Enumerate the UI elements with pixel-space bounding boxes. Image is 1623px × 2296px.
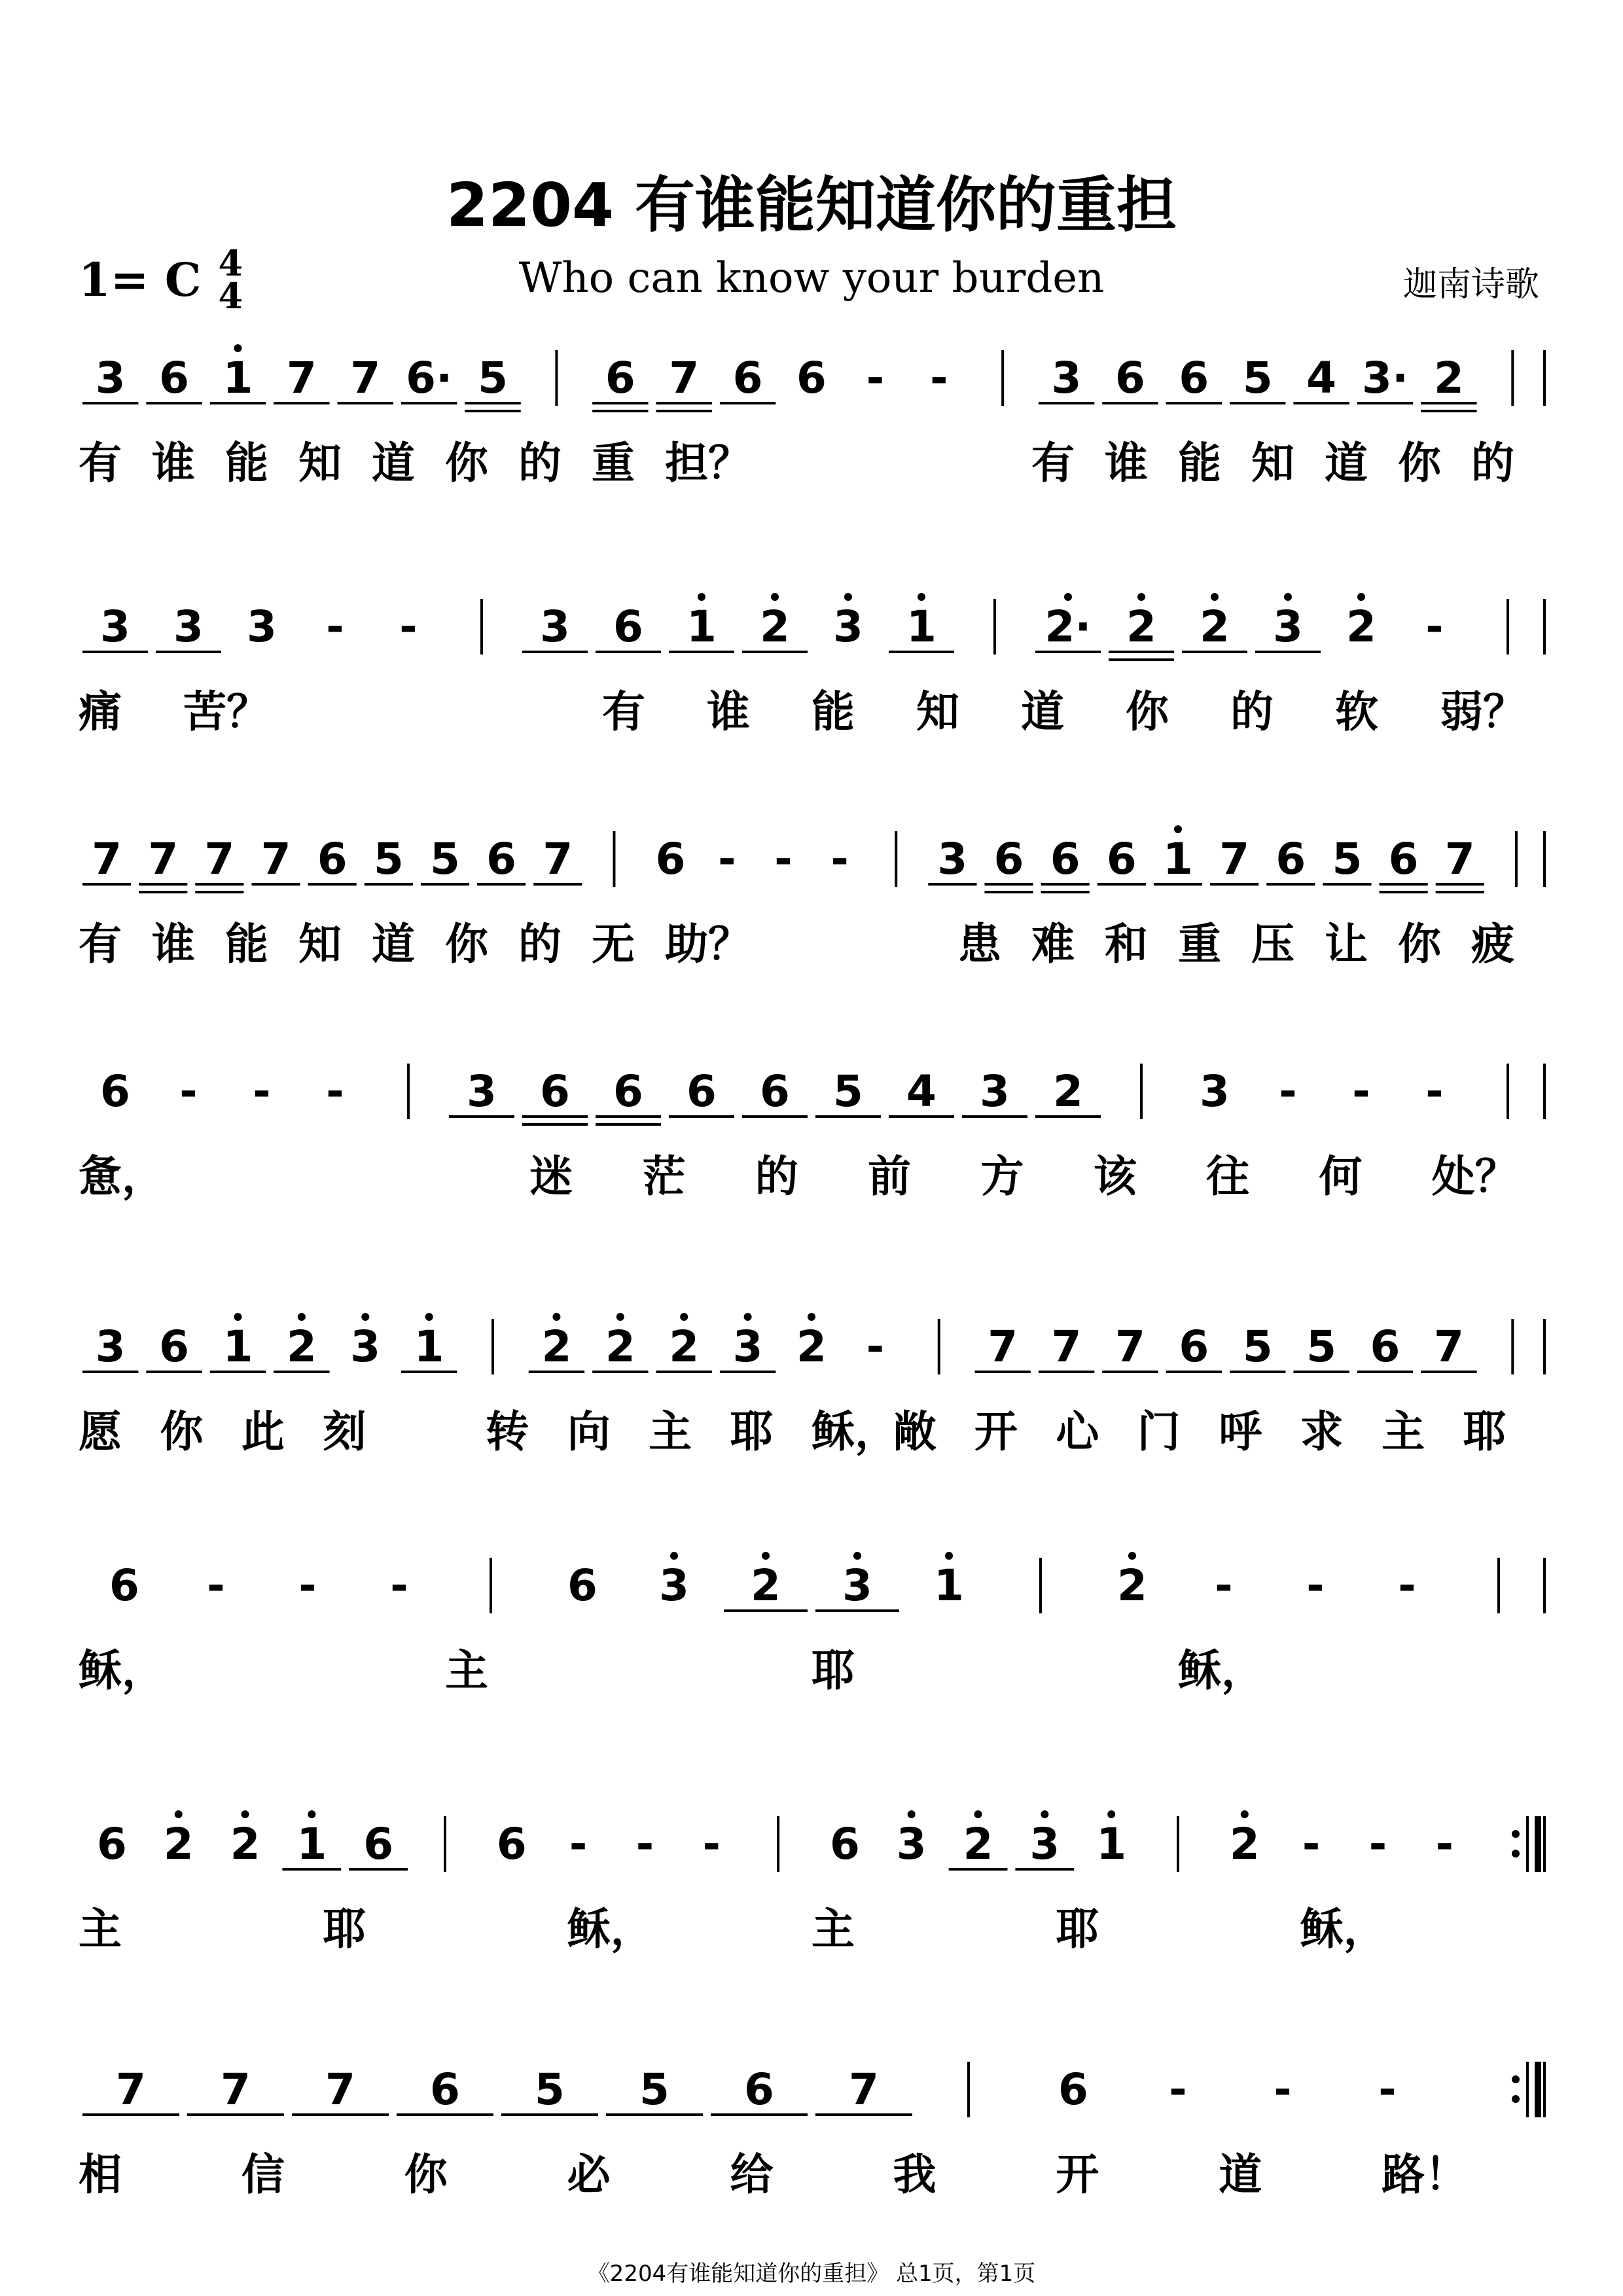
lyric: 必 xyxy=(567,2149,611,2200)
note: 2 xyxy=(1229,1819,1260,1869)
note: 7 xyxy=(148,834,179,884)
note: 6 xyxy=(363,1819,394,1869)
lyric: 开 xyxy=(974,1407,1018,1457)
lyric: 耶 xyxy=(730,1407,774,1457)
note: 2 xyxy=(1117,1560,1147,1611)
note: 3 xyxy=(1029,1819,1060,1869)
key-label: 1= C xyxy=(79,253,202,308)
note: 3 xyxy=(937,834,968,884)
lyric: 谁 xyxy=(152,919,195,969)
lyric: 道 xyxy=(1021,687,1064,737)
repeat-dot xyxy=(1512,1850,1520,1857)
note: 3 xyxy=(980,1066,1010,1117)
note: 6 xyxy=(760,1066,790,1117)
lyric: 前 xyxy=(868,1151,912,1202)
lyric: 向 xyxy=(567,1407,611,1457)
lyric: 有 xyxy=(79,438,122,488)
lyric: 患 xyxy=(958,919,1001,969)
lyric: 相 xyxy=(79,2149,122,2200)
note: - xyxy=(1398,1560,1416,1611)
high-octave-dot xyxy=(1107,1810,1115,1818)
lyric: 求 xyxy=(1300,1407,1344,1457)
note: 2 xyxy=(1346,601,1376,652)
high-octave-dot xyxy=(552,1313,560,1321)
lyric: 知 xyxy=(1251,438,1294,488)
lyric: 道 xyxy=(372,438,415,488)
lyric: 我 xyxy=(893,2149,936,2200)
lyric: 呼 xyxy=(1219,1407,1262,1457)
note: 6 xyxy=(655,834,686,884)
note: 2 xyxy=(1200,601,1230,652)
high-octave-dot xyxy=(241,1810,249,1818)
note: 6 xyxy=(829,1819,860,1869)
lyric: 心 xyxy=(1056,1407,1099,1457)
lyric: 主 xyxy=(445,1645,488,1696)
note: 2 xyxy=(230,1819,260,1869)
note: 1 xyxy=(934,1560,964,1611)
note: - xyxy=(1302,1819,1321,1869)
note: 2 xyxy=(796,1321,827,1372)
note: 6 xyxy=(100,1066,130,1117)
note: 1 xyxy=(1163,834,1193,884)
note: - xyxy=(298,1560,317,1611)
lyric: 你 xyxy=(445,919,488,969)
lyric: 敞 xyxy=(893,1407,936,1457)
lyric: 开 xyxy=(1056,2149,1099,2200)
high-octave-dot xyxy=(945,1552,953,1560)
note: 6 xyxy=(605,353,635,403)
lyric: 有 xyxy=(79,919,122,969)
lyric: 能 xyxy=(1178,438,1221,488)
note: 6 xyxy=(1370,1321,1400,1372)
lyric: 何 xyxy=(1319,1151,1363,1202)
note: - xyxy=(1169,2064,1187,2115)
note: 2 xyxy=(286,1321,317,1372)
lyric: 耶 xyxy=(1463,1407,1507,1457)
high-octave-dot xyxy=(1137,593,1145,601)
note: 5 xyxy=(373,834,404,884)
note: 4 xyxy=(1306,353,1337,403)
note: 5 xyxy=(1306,1321,1337,1372)
lyric: 谁 xyxy=(707,687,750,737)
lyric: 方 xyxy=(980,1151,1024,1202)
note: 6 xyxy=(1179,353,1209,403)
high-octave-dot xyxy=(616,1313,624,1321)
song-title: 2204 有谁能知道你的重担 xyxy=(446,170,1177,240)
note: 7 xyxy=(1433,1321,1464,1372)
lyric: 耶 xyxy=(812,1645,855,1696)
note: 7 xyxy=(543,834,573,884)
note: 6 xyxy=(159,1321,190,1372)
note: 3 xyxy=(896,1819,927,1869)
note: 6 xyxy=(1058,2064,1088,2115)
note: - xyxy=(635,1819,654,1869)
high-octave-dot xyxy=(425,1313,433,1321)
note: 5 xyxy=(833,1066,863,1117)
lyric: 门 xyxy=(1137,1407,1181,1457)
lyric: 谁 xyxy=(1105,438,1148,488)
note: - xyxy=(207,1560,225,1611)
note: 3 xyxy=(659,1560,689,1611)
note: - xyxy=(866,353,885,403)
note: 1 xyxy=(296,1819,327,1869)
lyric: 信 xyxy=(241,2149,285,2200)
note: 6 xyxy=(159,353,190,403)
note: 7 xyxy=(350,353,381,403)
note: 6 xyxy=(317,834,348,884)
note: 7 xyxy=(1444,834,1475,884)
note: 7 xyxy=(669,353,700,403)
note: 5 xyxy=(1332,834,1363,884)
note: 6 xyxy=(613,1066,643,1117)
lyric: 稣， xyxy=(812,1407,898,1457)
note: 7 xyxy=(1051,1321,1082,1372)
lyric: 的 xyxy=(518,438,562,488)
note: 2 xyxy=(1126,601,1156,652)
author-credit: 迦南诗歌 xyxy=(1402,265,1539,304)
high-octave-dot xyxy=(1128,1552,1136,1560)
lyric: 你 xyxy=(160,1407,204,1457)
high-octave-dot xyxy=(771,593,779,601)
high-octave-dot xyxy=(234,344,241,352)
lyric: 有 xyxy=(1031,438,1075,488)
note: - xyxy=(1274,2064,1292,2115)
note: 6 xyxy=(430,2064,460,2115)
note: 2 xyxy=(669,1321,700,1372)
note: 3 xyxy=(350,1321,381,1372)
note: - xyxy=(390,1560,408,1611)
note: - xyxy=(830,834,849,884)
high-octave-dot xyxy=(853,1552,861,1560)
lyric: 主 xyxy=(649,1407,692,1457)
note: - xyxy=(1378,2064,1397,2115)
lyric: 的 xyxy=(755,1151,798,1202)
high-octave-dot xyxy=(298,1313,306,1321)
lyric: 稣， xyxy=(1300,1904,1387,1954)
note: 2· xyxy=(1044,601,1092,652)
lyric: 知 xyxy=(298,438,342,488)
lyric: 重 xyxy=(1178,919,1221,969)
note: - xyxy=(326,1066,344,1117)
high-octave-dot xyxy=(670,1552,678,1560)
note: 6 xyxy=(796,353,827,403)
lyric: 的 xyxy=(518,919,562,969)
note: - xyxy=(179,1066,198,1117)
lyric: 能 xyxy=(225,919,268,969)
lyric: 你 xyxy=(1398,438,1441,488)
high-octave-dot xyxy=(808,1313,815,1321)
note: - xyxy=(1215,1560,1233,1611)
note: 2 xyxy=(541,1321,572,1372)
note: 7 xyxy=(849,2064,879,2115)
note: 6 xyxy=(496,1819,527,1869)
note: 6· xyxy=(406,353,453,403)
note: 6 xyxy=(540,1066,570,1117)
note: 2 xyxy=(605,1321,635,1372)
lyric: 处？ xyxy=(1431,1151,1518,1202)
note: 6 xyxy=(993,834,1024,884)
note: 7 xyxy=(1219,834,1250,884)
note: 6 xyxy=(1115,353,1145,403)
high-octave-dot xyxy=(762,1552,770,1560)
note: 1 xyxy=(906,601,936,652)
note: 2 xyxy=(163,1819,194,1869)
note: 7 xyxy=(221,2064,251,2115)
lyric: 重 xyxy=(592,438,635,488)
note: 1 xyxy=(687,601,717,652)
high-octave-dot xyxy=(844,593,852,601)
high-octave-dot xyxy=(908,1810,916,1818)
high-octave-dot xyxy=(175,1810,183,1818)
lyric: 主 xyxy=(79,1904,122,1954)
note: 7 xyxy=(204,834,235,884)
note: 6 xyxy=(613,601,643,652)
lyric: 知 xyxy=(916,687,959,737)
note: - xyxy=(1306,1560,1325,1611)
high-octave-dot xyxy=(698,593,705,601)
note: 5 xyxy=(478,353,508,403)
note: 6 xyxy=(486,834,517,884)
note: - xyxy=(1435,1819,1454,1869)
note: 6 xyxy=(567,1560,597,1611)
note: - xyxy=(1352,1066,1370,1117)
note: 7 xyxy=(92,834,122,884)
note: 3· xyxy=(1362,353,1409,403)
note: 5 xyxy=(535,2064,565,2115)
lyric: 主 xyxy=(812,1904,855,1954)
note: 6 xyxy=(1106,834,1137,884)
lyric: 愿 xyxy=(79,1407,122,1457)
note: 3 xyxy=(1051,353,1082,403)
high-octave-dot xyxy=(1064,593,1072,601)
lyric: 能 xyxy=(225,438,268,488)
lyric: 路！ xyxy=(1382,2149,1469,2200)
lyric: 转 xyxy=(486,1407,529,1457)
note: 5 xyxy=(639,2064,669,2115)
lyric: 道 xyxy=(372,919,415,969)
high-octave-dot xyxy=(744,1313,752,1321)
lyric: 的 xyxy=(1471,438,1514,488)
note: 3 xyxy=(842,1560,872,1611)
high-octave-dot xyxy=(361,1313,369,1321)
note: 2 xyxy=(1433,353,1464,403)
english-subtitle: Who can know your burden xyxy=(518,254,1105,302)
lyric: 惫， xyxy=(79,1151,165,1202)
repeat-dot xyxy=(1512,2075,1520,2083)
lyric: 此 xyxy=(241,1407,285,1457)
note: 3 xyxy=(95,1321,126,1372)
lyric: 你 xyxy=(1398,919,1441,969)
note: - xyxy=(718,834,736,884)
lyric: 茫 xyxy=(642,1151,686,1202)
note: 3 xyxy=(540,601,570,652)
note: 4 xyxy=(906,1066,936,1117)
lyric: 难 xyxy=(1031,919,1075,969)
lyric: 疲 xyxy=(1471,919,1514,969)
lyric: 苦？ xyxy=(183,687,270,737)
lyric: 稣， xyxy=(567,1904,654,1954)
lyric: 知 xyxy=(298,919,342,969)
high-octave-dot xyxy=(1041,1810,1048,1818)
note: 7 xyxy=(1115,1321,1145,1372)
lyric: 稣， xyxy=(79,1645,165,1696)
lyric: 和 xyxy=(1105,919,1148,969)
high-octave-dot xyxy=(1284,593,1292,601)
note: 3 xyxy=(833,601,863,652)
lyric: 道 xyxy=(1325,438,1368,488)
lyric: 耶 xyxy=(1056,1904,1099,1954)
note: 3 xyxy=(732,1321,763,1372)
lyric: 痛 xyxy=(79,687,122,737)
lyric: 无 xyxy=(592,919,635,969)
note: 3 xyxy=(100,601,130,652)
note: 6 xyxy=(109,1560,139,1611)
note: 3 xyxy=(95,353,126,403)
note: 6 xyxy=(687,1066,717,1117)
repeat-dot xyxy=(1512,2095,1520,2103)
note: 6 xyxy=(732,353,763,403)
note: 7 xyxy=(325,2064,355,2115)
high-octave-dot xyxy=(1241,1810,1249,1818)
repeat-dot xyxy=(1512,1830,1520,1838)
note: - xyxy=(326,601,344,652)
high-octave-dot xyxy=(974,1810,982,1818)
note: 7 xyxy=(988,1321,1018,1372)
note: - xyxy=(1425,1066,1444,1117)
note: 3 xyxy=(467,1066,497,1117)
lyric: 软 xyxy=(1335,687,1378,737)
note: - xyxy=(569,1819,588,1869)
lyric: 道 xyxy=(1219,2149,1262,2200)
lyric: 助？ xyxy=(665,919,751,969)
lyric: 谁 xyxy=(152,438,195,488)
note: 5 xyxy=(1242,353,1273,403)
note: - xyxy=(253,1066,271,1117)
note: - xyxy=(399,601,418,652)
lyric: 让 xyxy=(1325,919,1368,969)
high-octave-dot xyxy=(918,593,925,601)
note: 6 xyxy=(1275,834,1306,884)
lyric: 压 xyxy=(1251,919,1294,969)
note: 3 xyxy=(1200,1066,1230,1117)
high-octave-dot xyxy=(1174,825,1182,833)
note: - xyxy=(1368,1819,1387,1869)
note: 5 xyxy=(1242,1321,1273,1372)
high-octave-dot xyxy=(680,1313,688,1321)
note: 6 xyxy=(744,2064,774,2115)
lyric: 你 xyxy=(404,2149,448,2200)
lyric: 该 xyxy=(1093,1151,1137,1202)
note: - xyxy=(930,353,948,403)
note: 7 xyxy=(116,2064,146,2115)
lyric: 你 xyxy=(1126,687,1169,737)
lyric: 稣， xyxy=(1178,1645,1264,1696)
lyric: 耶 xyxy=(323,1904,366,1954)
note: 3 xyxy=(247,601,277,652)
page-footer: 《2204有谁能知道你的重担》 总1页，第1页 xyxy=(587,2261,1036,2287)
lyric: 迷 xyxy=(529,1151,573,1202)
note: - xyxy=(774,834,793,884)
lyric: 的 xyxy=(1230,687,1274,737)
time-signature-bottom: 4 xyxy=(218,274,243,317)
high-octave-dot xyxy=(234,1313,241,1321)
note: 1 xyxy=(223,1321,253,1372)
note: 5 xyxy=(430,834,460,884)
note: 1 xyxy=(1096,1819,1127,1869)
note: - xyxy=(866,1321,885,1372)
note: - xyxy=(1279,1066,1297,1117)
lyric: 刻 xyxy=(323,1407,366,1457)
note: 6 xyxy=(1179,1321,1209,1372)
note: 6 xyxy=(96,1819,127,1869)
lyric: 你 xyxy=(445,438,488,488)
note: 1 xyxy=(223,353,253,403)
lyric: 给 xyxy=(730,2149,774,2200)
lyric: 主 xyxy=(1382,1407,1425,1457)
note: 3 xyxy=(173,601,204,652)
note: 6 xyxy=(1388,834,1419,884)
note: 2 xyxy=(751,1560,781,1611)
note: 2 xyxy=(1053,1066,1083,1117)
note: 3 xyxy=(1273,601,1303,652)
high-octave-dot xyxy=(1357,593,1365,601)
time-signature-top: 4 xyxy=(218,242,243,284)
high-octave-dot xyxy=(1211,593,1219,601)
lyric: 弱？ xyxy=(1440,687,1526,737)
note: 7 xyxy=(286,353,317,403)
high-octave-dot xyxy=(308,1810,315,1818)
note: 2 xyxy=(760,601,790,652)
note: 6 xyxy=(1050,834,1080,884)
note: - xyxy=(1425,601,1444,652)
note: - xyxy=(702,1819,721,1869)
lyric: 能 xyxy=(812,687,855,737)
note: 1 xyxy=(414,1321,444,1372)
note: 7 xyxy=(260,834,291,884)
note: 2 xyxy=(963,1819,993,1869)
lyric: 有 xyxy=(602,687,645,737)
lyric: 担？ xyxy=(665,438,751,488)
lyric: 往 xyxy=(1206,1151,1250,1202)
